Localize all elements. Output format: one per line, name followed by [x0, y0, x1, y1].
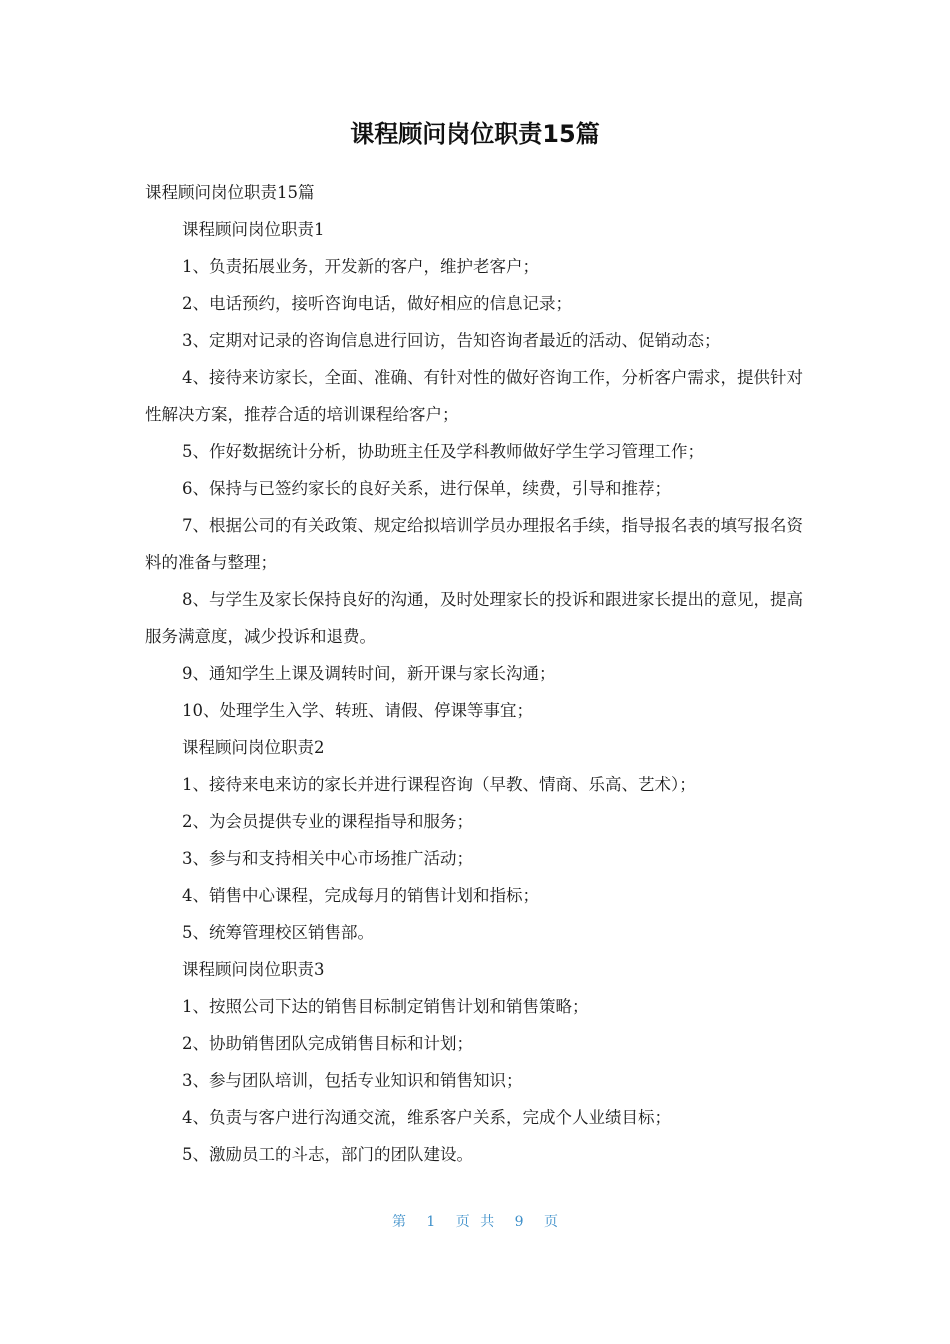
paragraph: 4、接待来访家长，全面、准确、有针对性的做好咨询工作，分析客户需求，提供针对性解决方案，推荐合适的培训课程给客户； [145, 368, 803, 424]
footer-current-page: 1 [426, 1214, 436, 1230]
paragraph: 2、协助销售团队完成销售目标和计划； [182, 1034, 473, 1053]
footer-suffix: 页 [544, 1214, 559, 1230]
page-footer [0, 1210, 950, 1234]
paragraph: 8、与学生及家长保持良好的沟通，及时处理家长的投诉和跟进家长提出的意见，提高服务满意度，减少投诉和退费。 [145, 590, 803, 646]
paragraph: 5、作好数据统计分析，协助班主任及学科教师做好学生学习管理工作； [182, 442, 704, 461]
paragraph: 3、参与团队培训，包括专业知识和销售知识； [182, 1071, 523, 1090]
document-body [145, 174, 807, 1173]
paragraph: 9、通知学生上课及调转时间，新开课与家长沟通； [182, 664, 556, 683]
paragraph: 5、统筹管理校区销售部。 [182, 923, 374, 942]
paragraph: 5、激励员工的斗志，部门的团队建设。 [182, 1145, 473, 1164]
paragraph: 2、电话预约，接听咨询电话，做好相应的信息记录； [182, 294, 572, 313]
paragraph: 1、按照公司下达的销售目标制定销售计划和销售策略； [182, 997, 589, 1016]
paragraph: 3、参与和支持相关中心市场推广活动； [182, 849, 473, 868]
document-title: 课程顾问岗位职责15篇 [350, 120, 600, 148]
paragraph: 课程顾问岗位职责2 [182, 738, 325, 757]
paragraph: 课程顾问岗位职责3 [182, 960, 325, 979]
footer-prefix: 第 [391, 1214, 406, 1230]
paragraph: 课程顾问岗位职责1 [182, 220, 325, 239]
paragraph: 4、负责与客户进行沟通交流，维系客户关系，完成个人业绩目标； [182, 1108, 671, 1127]
paragraph: 6、保持与已签约家长的良好关系，进行保单，续费，引导和推荐； [182, 479, 671, 498]
paragraph: 10、处理学生入学、转班、请假、停课等事宜； [182, 701, 533, 720]
paragraph: 课程顾问岗位职责15篇 [145, 183, 315, 202]
paragraph: 7、根据公司的有关政策、规定给拟培训学员办理报名手续，指导报名表的填写报名资料的准备与整理； [145, 516, 803, 572]
footer-middle: 页 共 [455, 1214, 495, 1230]
paragraph: 1、负责拓展业务，开发新的客户，维护老客户； [182, 257, 539, 276]
paragraph: 2、为会员提供专业的课程指导和服务； [182, 812, 473, 831]
footer-total-pages: 9 [514, 1214, 524, 1230]
paragraph: 4、销售中心课程，完成每月的销售计划和指标； [182, 886, 539, 905]
paragraph: 3、定期对记录的咨询信息进行回访，告知咨询者最近的活动、促销动态； [182, 331, 721, 350]
paragraph: 1、接待来电来访的家长并进行课程咨询（早教、情商、乐高、艺术）； [182, 775, 696, 794]
